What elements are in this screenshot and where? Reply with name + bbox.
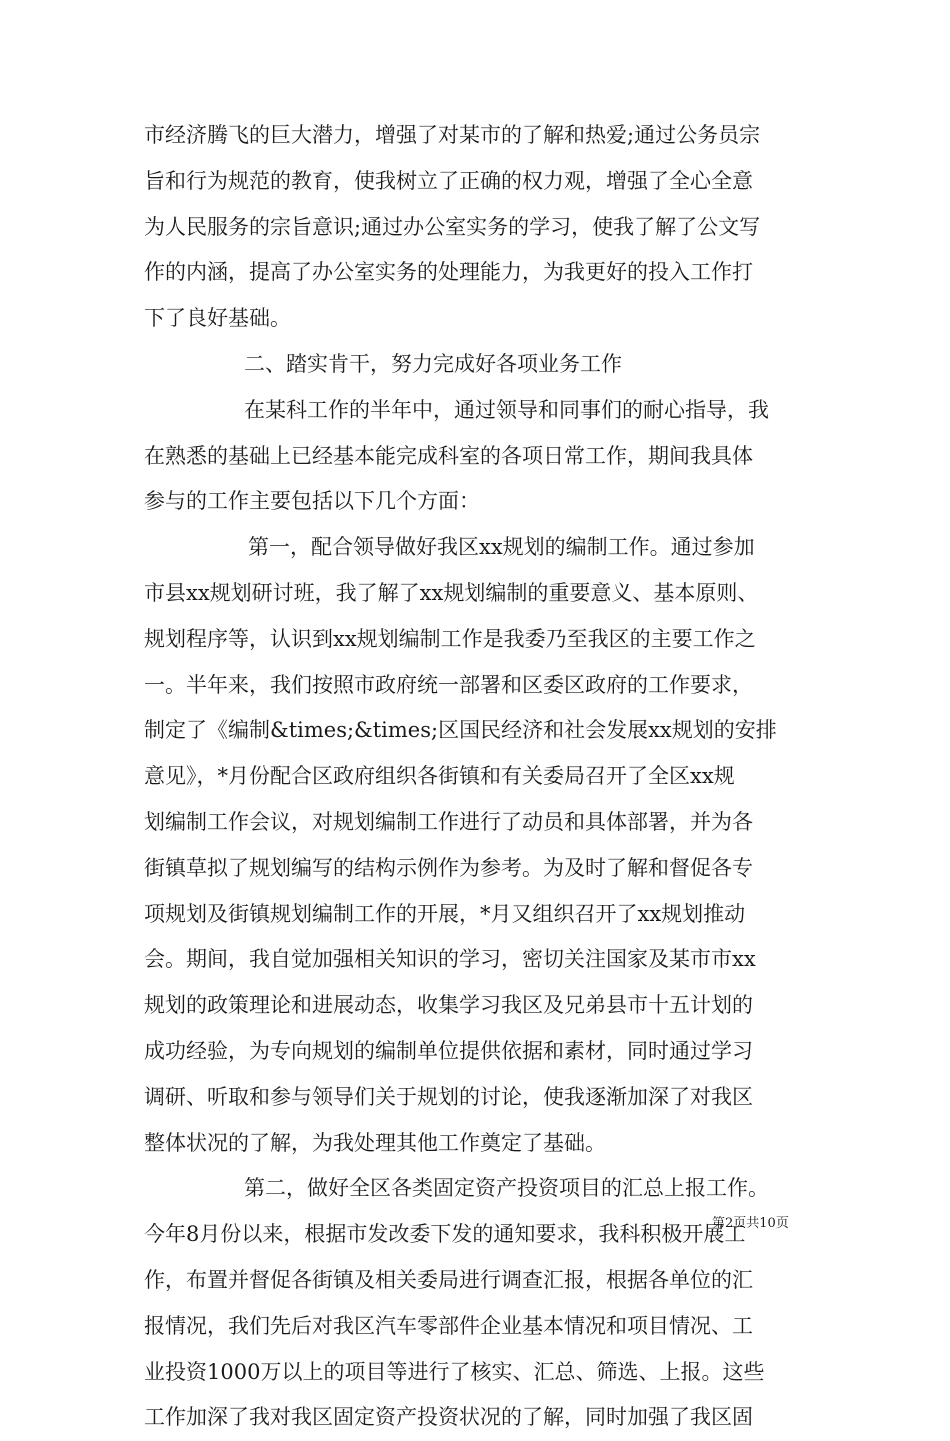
text-line: 制定了《编制&times;&times;区国民经济和社会发展xx规划的安排: [144, 718, 777, 743]
text-line: 在熟悉的基础上已经基本能完成科室的各项日常工作，期间我具体: [144, 443, 753, 468]
text-line: 会。期间，我自觉加强相关知识的学习，密切关注国家及某市市xx: [144, 947, 756, 972]
text-line: 为人民服务的宗旨意识;通过办公室实务的学习，使我了解了公文写: [144, 214, 761, 239]
page-number-footer: 第2页共10页: [712, 1216, 789, 1231]
text-line: 旨和行为规范的教育，使我树立了正确的权力观，增强了全心全意: [144, 168, 753, 193]
text-line: 下了良好基础。: [144, 306, 291, 331]
text-line: 今年8月份以来，根据市发改委下发的通知要求，我科积极开展工: [144, 1222, 746, 1247]
text-line: 业投资1000万以上的项目等进行了核实、汇总、筛选、上报。这些: [144, 1359, 765, 1384]
text-line: 工作加深了我对我区固定资产投资状况的了解，同时加强了我区固: [144, 1405, 753, 1430]
text-line: 市经济腾飞的巨大潜力，增强了对某市的了解和热爱;通过公务员宗: [144, 123, 761, 147]
text-line: 报情况，我们先后对我区汽车零部件企业基本情况和项目情况、工: [144, 1313, 753, 1338]
text-line: 作的内涵，提高了办公室实务的处理能力，为我更好的投入工作打: [144, 260, 753, 285]
text-line: 划编制工作会议，对规划编制工作进行了动员和具体部署，并为各: [144, 809, 753, 834]
text-line: 调研、听取和参与领导们关于规划的讨论，使我逐渐加深了对我区: [144, 1084, 753, 1109]
text-line: 成功经验，为专向规划的编制单位提供依据和素材，同时通过学习: [144, 1038, 753, 1063]
text-line: 作，布置并督促各街镇及相关委局进行调查汇报，根据各单位的汇: [144, 1267, 753, 1292]
section-heading: 二、踏实肯干，努力完成好各项业务工作: [244, 351, 622, 376]
text-line: 意见》，*月份配合区政府组织各街镇和有关委局召开了全区xx规: [144, 764, 735, 789]
paragraph-start: 在某科工作的半年中，通过领导和同事们的耐心指导，我: [244, 397, 769, 422]
text-line: 整体状况的了解，为我处理其他工作奠定了基础。: [144, 1130, 606, 1155]
text-line: 街镇草拟了规划编写的结构示例作为参考。为及时了解和督促各专: [144, 855, 753, 880]
text-line: 规划程序等，认识到xx规划编制工作是我委乃至我区的主要工作之: [144, 626, 756, 651]
paragraph-start: 第二，做好全区各类固定资产投资项目的汇总上报工作。: [244, 1176, 769, 1201]
paragraph-start: 第一，配合领导做好我区xx规划的编制工作。通过参加: [248, 535, 755, 560]
text-line: 项规划及街镇规划编制工作的开展，*月又组织召开了xx规划推动: [144, 901, 746, 926]
text-line: 规划的政策理论和进展动态，收集学习我区及兄弟县市十五计划的: [144, 993, 753, 1018]
text-line: 一。半年来，我们按照市政府统一部署和区委区政府的工作要求，: [144, 672, 753, 697]
text-line: 市县xx规划研讨班，我了解了xx规划编制的重要意义、基本原则、: [144, 580, 759, 605]
document-body: [144, 113, 824, 1441]
text-line: 参与的工作主要包括以下几个方面：: [144, 489, 480, 514]
